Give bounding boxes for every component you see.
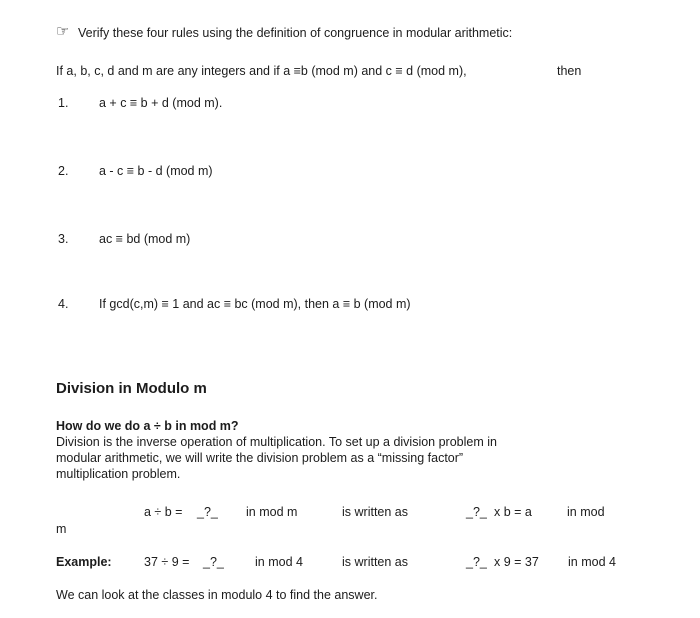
general-mod: in mod m [246,505,298,519]
pointing-hand-icon: ☞ [56,23,70,40]
example-written-as: is written as [342,555,408,569]
general-lhs: a ÷ b = [144,505,183,519]
instruction-text: Verify these four rules using the definition of congruence in modular arithmetic: [78,26,513,40]
rule-number: 4. [58,297,69,311]
example-blank-2: _?_ [466,555,487,569]
example-mod: in mod 4 [255,555,303,569]
paragraph-line: Division is the inverse operation of multiplication. To set up a division problem in [56,435,497,449]
general-rhs: x b = a [494,505,532,519]
general-mod-2: in mod [567,505,605,519]
example-rhs: x 9 = 37 [494,555,539,569]
paragraph-line: multiplication problem. [56,467,181,481]
rule-number: 1. [58,96,69,110]
paragraph-line: modular arithmetic, we will write the division problem as a “missing factor” [56,451,464,465]
rule-text: a + c ≡ b + d (mod m). [99,96,223,110]
rule-number: 3. [58,232,69,246]
general-written-as: is written as [342,505,408,519]
closing-text: We can look at the classes in modulo 4 to find the answer. [56,588,378,602]
rule-text: a - c ≡ b - d (mod m) [99,164,213,178]
general-blank-2: _?_ [466,505,487,519]
general-blank: _?_ [197,505,218,519]
general-wrap: m [56,522,67,536]
example-blank: _?_ [203,555,224,569]
rule-number: 2. [58,164,69,178]
example-label: Example: [56,555,112,569]
section-heading: Division in Modulo m [56,380,207,397]
premise-then: then [557,64,582,78]
rule-text: ac ≡ bd (mod m) [99,232,191,246]
premise-text: If a, b, c, d and m are any integers and if a ≡b (mod m) and c ≡ d (mod m), [56,64,467,78]
example-mod-2: in mod 4 [568,555,616,569]
rule-text: If gcd(c,m) ≡ 1 and ac ≡ bc (mod m), then a ≡ b (mod m) [99,297,411,311]
division-question: How do we do a ÷ b in mod m? [56,419,239,433]
example-lhs: 37 ÷ 9 = [144,555,190,569]
